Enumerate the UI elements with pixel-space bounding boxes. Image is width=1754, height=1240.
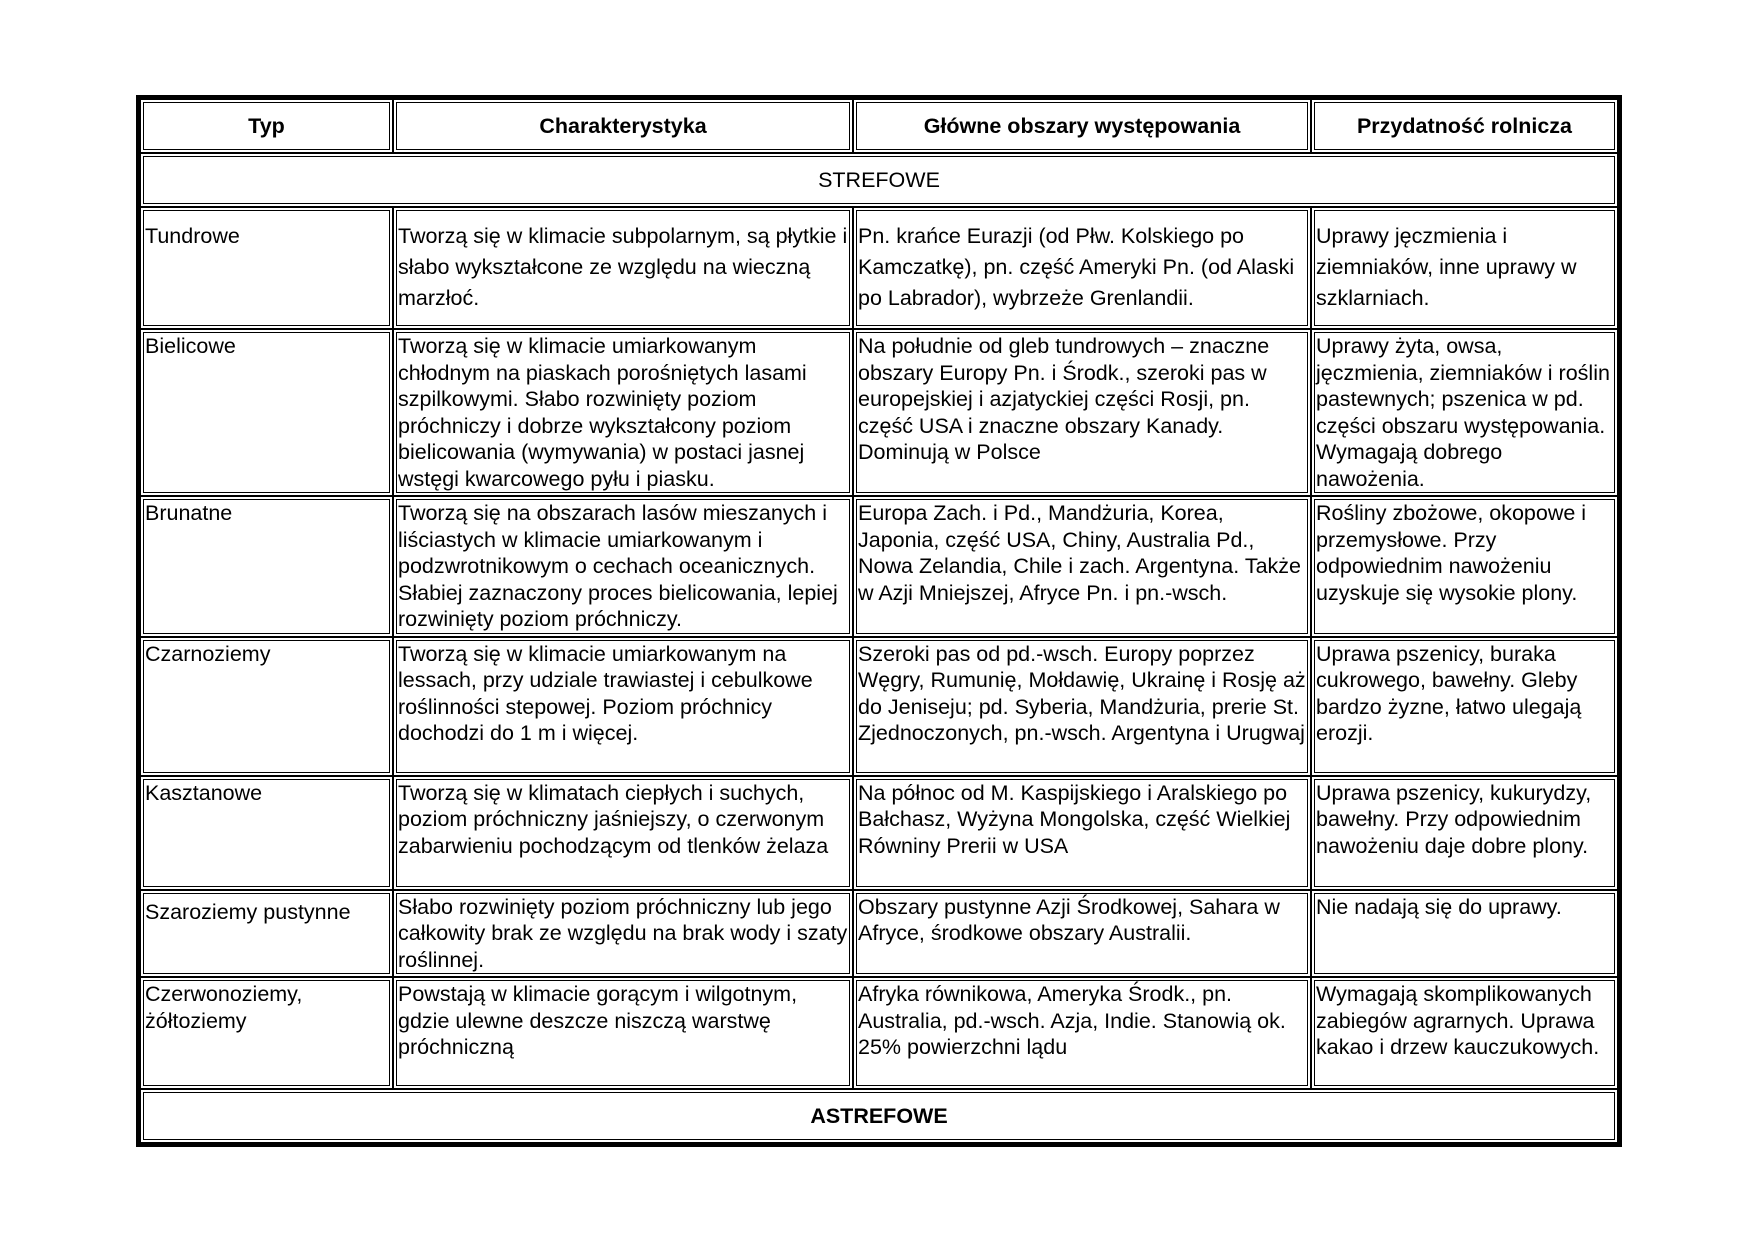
cell-obszary: Na północ od M. Kaspijskiego i Aralskiego po Bałchasz, Wyżyna Mongolska, część Wielkiej Równiny Prerii w USA <box>853 776 1311 890</box>
header-typ: Typ <box>140 99 393 153</box>
table-row <box>140 977 1618 1089</box>
cell-typ: Szaroziemy pustynne <box>140 890 393 978</box>
section-row <box>140 1089 1618 1143</box>
header-charakterystyka: Charakterystyka <box>393 99 853 153</box>
header-obszary: Główne obszary występowania <box>853 99 1311 153</box>
cell-obszary: Pn. krańce Eurazji (od Płw. Kolskiego po Kamczatkę), pn. część Ameryki Pn. (od Alaski po Labrador), wybrzeże Grenlandii. <box>853 207 1311 329</box>
cell-typ: Bielicowe <box>140 329 393 496</box>
cell-obszary: Afryka równikowa, Ameryka Środk., pn. Australia, pd.-wsch. Azja, Indie. Stanowią ok. 25% powierzchni lądu <box>853 977 1311 1089</box>
section-astrefowe: ASTREFOWE <box>140 1089 1618 1143</box>
table-row <box>140 637 1618 776</box>
section-strefowe: STREFOWE <box>140 153 1618 207</box>
cell-charakterystyka: Tworzą się w klimacie umiarkowanym chłodnym na piaskach porośniętych lasami szpilkowymi. Słabo rozwinięty poziom próchniczy i dobrze wykształcony poziom bielicowania (wymywania) w postaci jasnej wstęgi kwarcowego pyłu i piasku. <box>393 329 853 496</box>
table-row <box>140 890 1618 978</box>
cell-obszary: Obszary pustynne Azji Środkowej, Sahara w Afryce, środkowe obszary Australii. <box>853 890 1311 978</box>
soil-types-table <box>136 95 1622 1147</box>
table-row <box>140 496 1618 637</box>
cell-typ: Brunatne <box>140 496 393 637</box>
cell-przydatnosc: Uprawy żyta, owsa, jęczmienia, ziemniaków i roślin pastewnych; pszenica w pd. części obszaru występowania. Wymagają dobrego nawożenia. <box>1311 329 1618 496</box>
cell-typ: Kasztanowe <box>140 776 393 890</box>
header-przydatnosc: Przydatność rolnicza <box>1311 99 1618 153</box>
table-row <box>140 207 1618 329</box>
cell-przydatnosc: Rośliny zbożowe, okopowe i przemysłowe. Przy odpowiednim nawożeniu uzyskuje się wysokie plony. <box>1311 496 1618 637</box>
section-row <box>140 153 1618 207</box>
cell-typ: Czerwonoziemy, żółtoziemy <box>140 977 393 1089</box>
cell-typ: Tundrowe <box>140 207 393 329</box>
cell-typ: Czarnoziemy <box>140 637 393 776</box>
cell-przydatnosc: Uprawa pszenicy, kukurydzy, bawełny. Przy odpowiednim nawożeniu daje dobre plony. <box>1311 776 1618 890</box>
cell-charakterystyka: Powstają w klimacie gorącym i wilgotnym, gdzie ulewne deszcze niszczą warstwę próchniczną <box>393 977 853 1089</box>
cell-obszary: Na południe od gleb tundrowych – znaczne obszary Europy Pn. i Środk., szeroki pas w europejskiej i azjatyckiej części Rosji, pn. część USA i znaczne obszary Kanady. Dominują w Polsce <box>853 329 1311 496</box>
cell-obszary: Europa Zach. i Pd., Mandżuria, Korea, Japonia, część USA, Chiny, Australia Pd., Nowa Zelandia, Chile i zach. Argentyna. Także w Azji Mniejszej, Afryce Pn. i pn.-wsch. <box>853 496 1311 637</box>
cell-przydatnosc: Uprawa pszenicy, buraka cukrowego, bawełny. Gleby bardzo żyzne, łatwo ulegają erozji. <box>1311 637 1618 776</box>
cell-charakterystyka: Słabo rozwinięty poziom próchniczny lub jego całkowity brak ze względu na brak wody i szaty roślinnej. <box>393 890 853 978</box>
cell-charakterystyka: Tworzą się na obszarach lasów mieszanych i liściastych w klimacie umiarkowanym i podzwrotnikowym o cechach oceanicznych. Słabiej zaznaczony proces bielicowania, lepiej rozwinięty poziom próchniczy. <box>393 496 853 637</box>
table-row <box>140 776 1618 890</box>
cell-obszary: Szeroki pas od pd.-wsch. Europy poprzez Węgry, Rumunię, Mołdawię, Ukrainę i Rosję aż do Jeniseju; pd. Syberia, Mandżuria, prerie St. Zjednoczonych, pn.-wsch. Argentyna i Urugwaj <box>853 637 1311 776</box>
table-row <box>140 329 1618 496</box>
cell-przydatnosc: Wymagają skomplikowanych zabiegów agrarnych. Uprawa kakao i drzew kauczukowych. <box>1311 977 1618 1089</box>
cell-przydatnosc: Uprawy jęczmienia i ziemniaków, inne uprawy w szklarniach. <box>1311 207 1618 329</box>
header-row <box>140 99 1618 153</box>
cell-przydatnosc: Nie nadają się do uprawy. <box>1311 890 1618 978</box>
cell-charakterystyka: Tworzą się w klimacie umiarkowanym na lessach, przy udziale trawiastej i cebulkowe roślinności stepowej. Poziom próchnicy dochodzi do 1 m i więcej. <box>393 637 853 776</box>
cell-charakterystyka: Tworzą się w klimatach ciepłych i suchych, poziom próchniczny jaśniejszy, o czerwonym zabarwieniu pochodzącym od tlenków żelaza <box>393 776 853 890</box>
cell-charakterystyka: Tworzą się w klimacie subpolarnym, są płytkie i słabo wykształcone ze względu na wieczną marzłoć. <box>393 207 853 329</box>
